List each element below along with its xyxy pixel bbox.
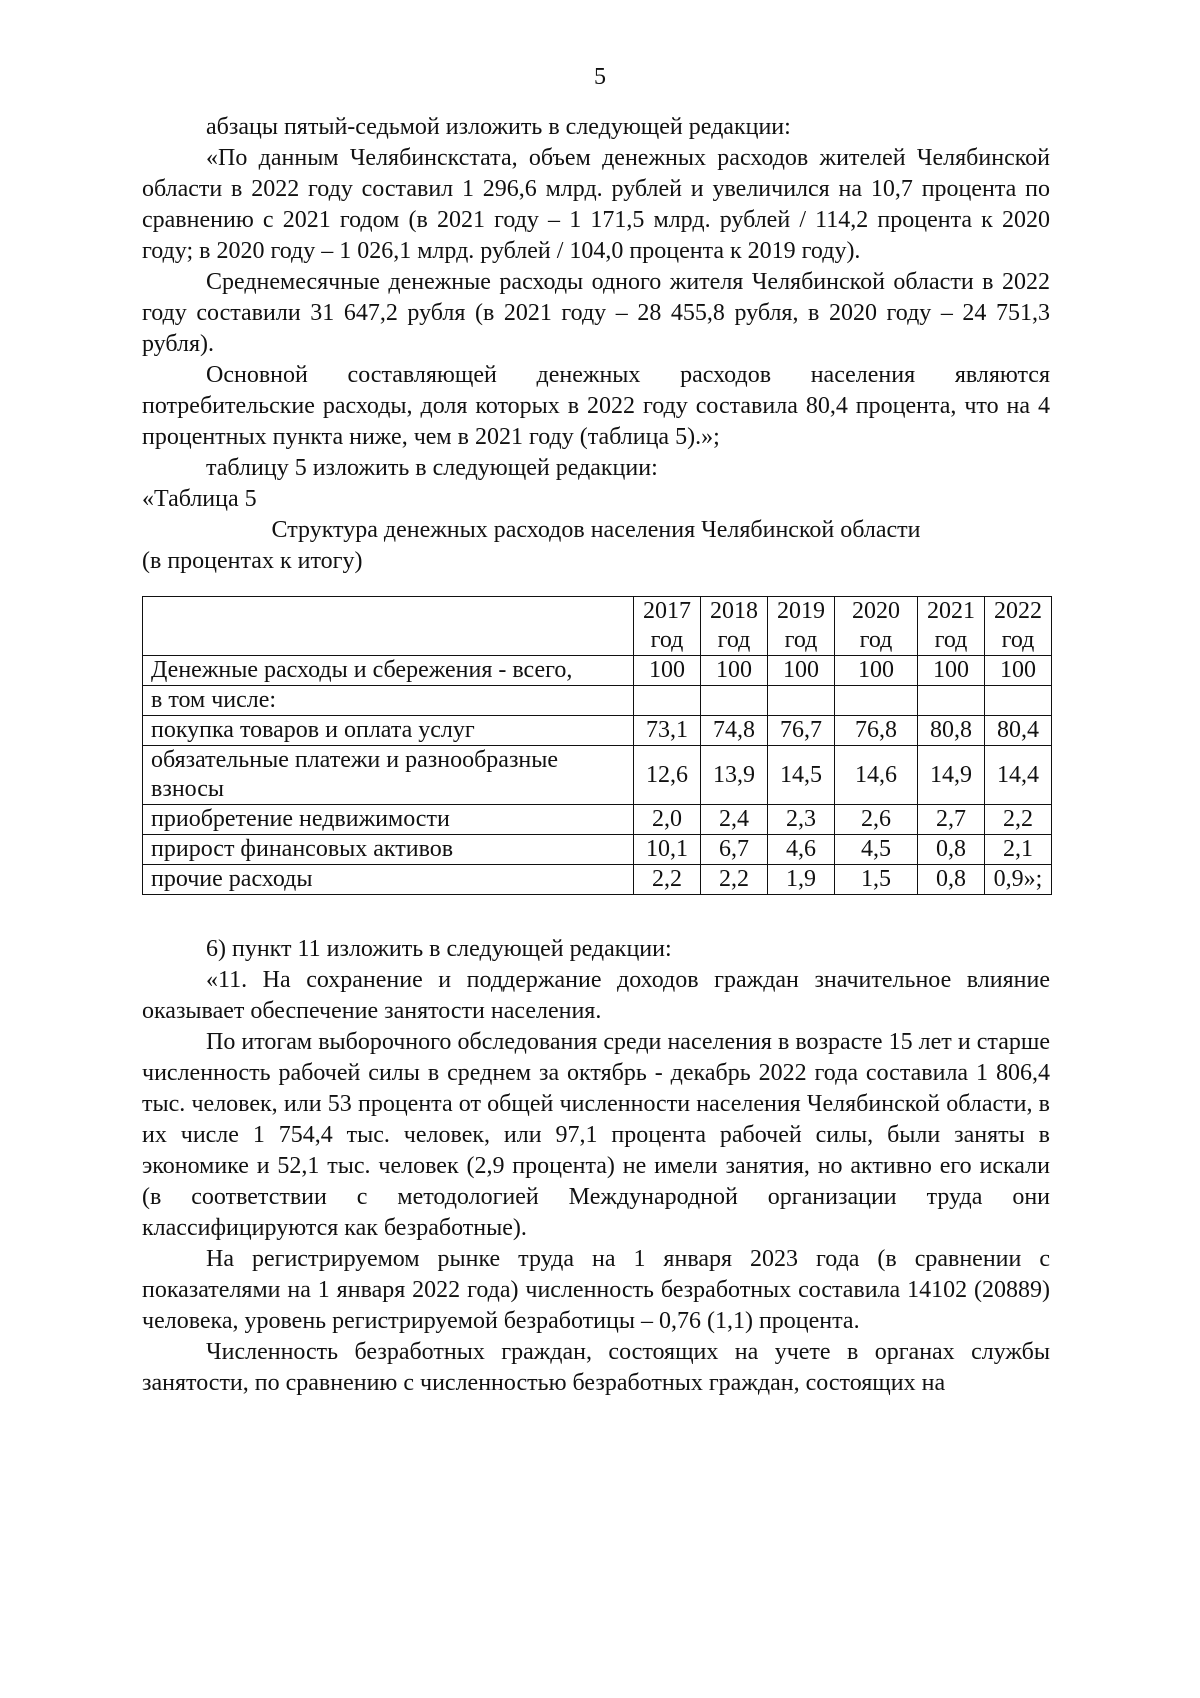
header-year: 2018 год — [701, 597, 768, 656]
page-number: 5 — [594, 64, 606, 90]
cell: 2,7 — [918, 805, 985, 835]
paragraph: «11. На сохранение и поддержание доходов граждан значительное влияние оказывает обеспечение занятости населения. — [142, 967, 1050, 1024]
table-title: Структура денежных расходов населения Челябинской области — [271, 517, 921, 543]
table-unit: (в процентах к итогу) — [142, 548, 363, 574]
cell: 13,9 — [701, 746, 768, 805]
cell: 12,6 — [634, 746, 701, 805]
cell: 100 — [918, 656, 985, 686]
cell — [835, 686, 918, 716]
header-year: 2020 год — [835, 597, 918, 656]
table-row — [143, 656, 1052, 686]
paragraph: абзацы пятый-седьмой изложить в следующей редакции: — [206, 114, 791, 140]
row-label: обязательные платежи и разнообразные взносы — [143, 746, 634, 805]
paragraph: На регистрируемом рынке труда на 1 января 2023 года (в сравнении с показателями на 1 января 2022 года) численность безработных составила 14102 (20889) человека, уровень регистрируемой безработицы – 0,76 (1,1) процента. — [142, 1246, 1050, 1334]
top-text — [142, 112, 1050, 577]
cell: 2,2 — [701, 865, 768, 895]
paragraph: По итогам выборочного обследования среди населения в возрасте 15 лет и старше численность рабочей силы в среднем за октябрь - декабрь 2022 года составила 1 806,4 тыс. человек, или 53 процента от общей численности населения Челябинской области, в их числе 1 754,4 тыс. человек, или 97,1 процента рабочей силы, были заняты в экономике и 52,1 тыс. человек (2,9 процента) не имели занятия, но активно его искали (в соответствии с методологией Международной организации труда они классифицируются как безработные). — [142, 1029, 1050, 1241]
table-header-row — [143, 597, 1052, 656]
cell: 4,5 — [835, 835, 918, 865]
cell: 100 — [835, 656, 918, 686]
cell: 1,5 — [835, 865, 918, 895]
header-year: 2022 год — [985, 597, 1052, 656]
cell: 100 — [768, 656, 835, 686]
table-row — [143, 686, 1052, 716]
paragraph: таблицу 5 изложить в следующей редакции: — [206, 455, 658, 481]
cell: 80,4 — [985, 716, 1052, 746]
table-row — [143, 716, 1052, 746]
row-label: покупка товаров и оплата услуг — [143, 716, 634, 746]
header-empty-cell — [143, 597, 634, 656]
cell: 1,9 — [768, 865, 835, 895]
cell: 100 — [985, 656, 1052, 686]
cell — [701, 686, 768, 716]
paragraph: Среднемесячные денежные расходы одного жителя Челябинской области в 2022 году составили 31 647,2 рубля (в 2021 году – 28 455,8 рубля, в 2020 году – 24 751,3 рубля). — [142, 269, 1050, 357]
paragraph: Основной составляющей денежных расходов населения являются потребительские расходы, доля которых в 2022 году составила 80,4 процента, что на 4 процентных пункта ниже, чем в 2021 году (таблица 5).»; — [142, 362, 1050, 450]
paragraph: Численность безработных граждан, состоящих на учете в органах службы занятости, по сравнению с численностью безработных граждан, состоящих на — [142, 1339, 1050, 1396]
table-row — [143, 865, 1052, 895]
cell — [768, 686, 835, 716]
header-year: 2021 год — [918, 597, 985, 656]
header-year: 2019 год — [768, 597, 835, 656]
row-label: Денежные расходы и сбережения - всего, — [143, 656, 634, 686]
cell: 80,8 — [918, 716, 985, 746]
cell: 0,8 — [918, 865, 985, 895]
cell: 14,4 — [985, 746, 1052, 805]
paragraph: 6) пункт 11 изложить в следующей редакции: — [206, 936, 672, 962]
cell: 74,8 — [701, 716, 768, 746]
cell: 2,2 — [634, 865, 701, 895]
cell: 0,9»; — [985, 865, 1052, 895]
row-label: в том числе: — [143, 686, 634, 716]
cell: 100 — [634, 656, 701, 686]
row-label: приобретение недвижимости — [143, 805, 634, 835]
table-row — [143, 835, 1052, 865]
cell: 4,6 — [768, 835, 835, 865]
cell: 100 — [701, 656, 768, 686]
cell: 0,8 — [918, 835, 985, 865]
expenditure-table — [142, 596, 1052, 895]
cell: 2,6 — [835, 805, 918, 835]
cell: 10,1 — [634, 835, 701, 865]
paragraph: «По данным Челябинскстата, объем денежных расходов жителей Челябинской области в 2022 году составил 1 296,6 млрд. рублей и увеличился на 10,7 процента по сравнению с 2021 годом (в 2021 году – 1 171,5 млрд. рублей / 114,2 процента к 2020 году; в 2020 году – 1 026,1 млрд. рублей / 104,0 процента к 2019 году). — [142, 145, 1050, 264]
cell — [985, 686, 1052, 716]
bottom-text — [142, 934, 1050, 1399]
table-row — [143, 805, 1052, 835]
cell: 14,6 — [835, 746, 918, 805]
cell: 14,5 — [768, 746, 835, 805]
cell: 6,7 — [701, 835, 768, 865]
cell: 76,7 — [768, 716, 835, 746]
row-label: прочие расходы — [143, 865, 634, 895]
cell: 2,2 — [985, 805, 1052, 835]
cell: 14,9 — [918, 746, 985, 805]
table-label: «Таблица 5 — [142, 486, 257, 512]
cell: 73,1 — [634, 716, 701, 746]
cell: 2,4 — [701, 805, 768, 835]
cell: 2,1 — [985, 835, 1052, 865]
row-label: прирост финансовых активов — [143, 835, 634, 865]
cell — [634, 686, 701, 716]
cell — [918, 686, 985, 716]
cell: 2,3 — [768, 805, 835, 835]
table-row — [143, 746, 1052, 805]
header-year: 2017 год — [634, 597, 701, 656]
cell: 2,0 — [634, 805, 701, 835]
cell: 76,8 — [835, 716, 918, 746]
